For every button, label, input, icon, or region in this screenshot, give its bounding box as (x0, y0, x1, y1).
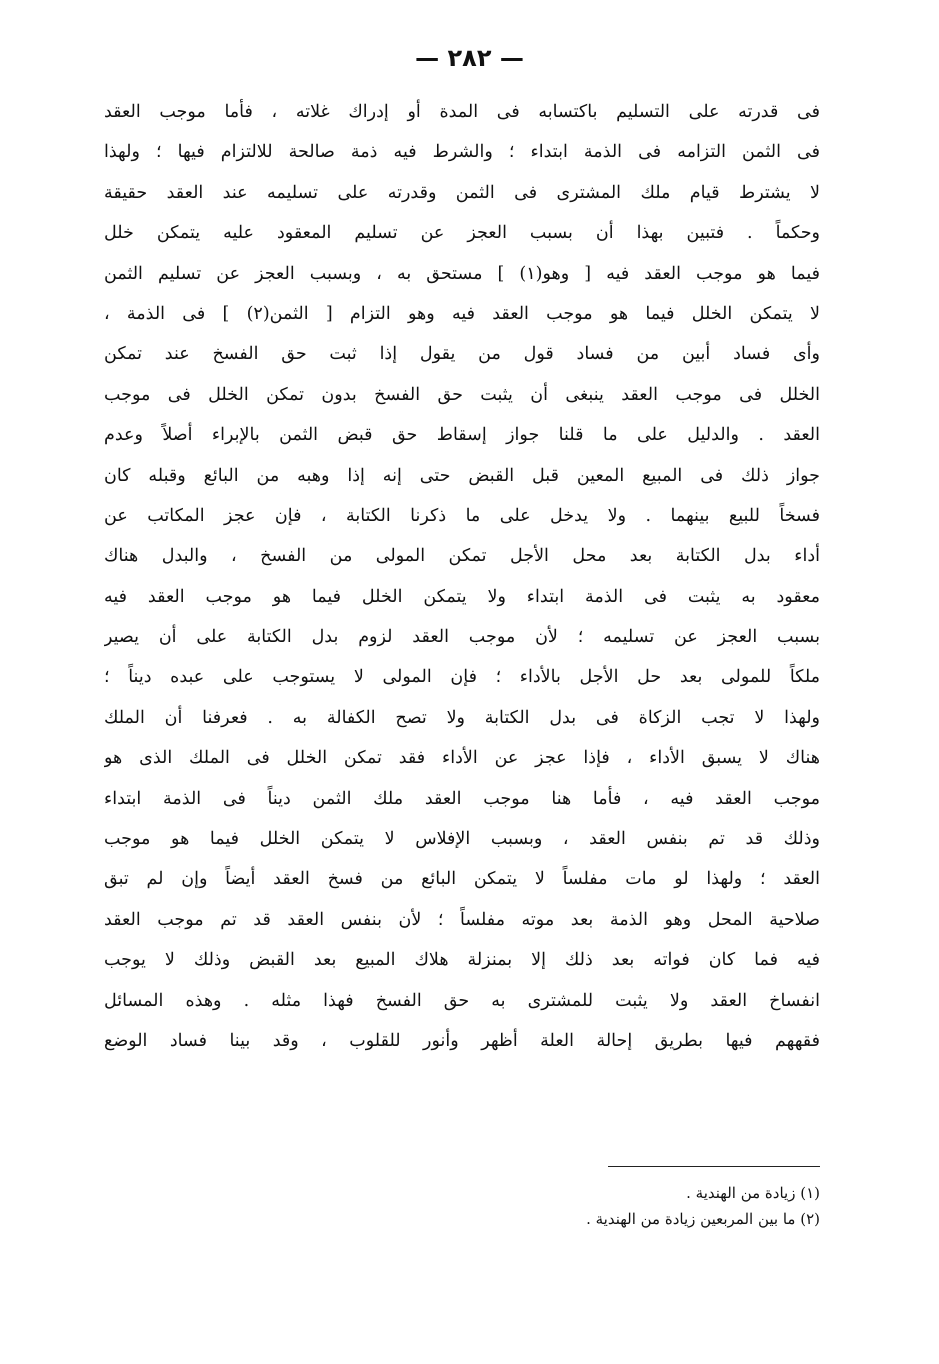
text-line: الخلل فى موجب العقد ينبغى أن يثبت حق الفسخ بدون تمكن الخلل فى موجب (104, 384, 820, 405)
page-number: — ٢٨٢ — (415, 44, 524, 72)
text-line: بسبب العجز عن تسليمه ؛ لأن موجب العقد لزوم بدل الكتابة على أن يصير (104, 627, 820, 648)
text-line: العقد ؛ ولهذا لو مات مفلساً لا يتمكن البائع من فسخ العقد أيضاً وإن لم تبق (104, 869, 820, 890)
footnote-divider (608, 1166, 820, 1167)
text-line: فقههم فيها بطريق إحالة العلة أظهر وأنور للقلوب ، وقد بينا فساد الوضع (104, 1030, 820, 1051)
footnote-2: (٢) ما بين المربعين زيادة من الهندية . (586, 1210, 820, 1228)
text-line: لا يشترط قيام ملك المشترى فى الثمن وقدرته على تسليمه عند العقد حقيقة (104, 182, 820, 203)
text-line: هناك لا يسبق الأداء ، فإذا عجز عن الأداء فقد تمكن الخلل فى الملك الذى هو (104, 748, 820, 769)
text-line: فى قدرته على التسليم باكتسابه فى المدة أو إدراك غلاته ، فأما موجب العقد (104, 102, 820, 122)
text-line: جواز ذلك فى المبيع المعين قبل القبض حتى إنه إذا وهبه من البائع وقبله كان (104, 465, 820, 486)
text-line: فسخاً للبيع بينهما . ولا يدخل على ما ذكرنا الكتابة ، فإن عجز المكاتب عن (104, 505, 820, 526)
text-line: صلاحية المحل وهو الذمة بعد موته مفلساً ؛ لأن بنفس العقد قد تم موجب العقد (104, 909, 820, 930)
text-line: وأى فساد أبين من فساد قول من يقول إذا ثبت حق الفسخ عند تمكن (104, 344, 820, 365)
body-text (104, 92, 820, 1061)
text-line: موجب العقد فيه ، فأما هنا موجب العقد ملك الثمن ديناً فى الذمة ابتداء (104, 788, 820, 809)
footnotes (300, 1180, 820, 1232)
text-line: وذلك قد تم بنفس العقد ، وبسبب الإفلاس لا يتمكن الخلل فيما هو موجب (104, 829, 820, 850)
text-line: فيه فما كان فواته بعد ذلك إلا بمنزلة هلاك المبيع بعد القبض وذلك لا يوجب (104, 950, 820, 971)
text-line: العقد . والدليل على ما قلنا جواز إسقاط حق قبض الثمن بالإبراء أصلاً وعدم (104, 425, 820, 446)
text-line: وحكماً . فتبين بهذا أن بسبب العجز عن تسليم المعقود عليه يتمكن خلل (104, 223, 820, 244)
text-line: أداء بدل الكتابة بعد محل الأجل تمكن المولى من الفسخ ، والبدل هناك (104, 546, 820, 567)
text-line: ولهذا لا تجب الزكاة فى بدل الكتابة ولا تصح الكفالة به . فعرفنا أن الملك (104, 707, 820, 728)
footnote-1: (١) زيادة من الهندية . (686, 1184, 820, 1202)
text-line: فى الثمن التزامه فى الذمة ابتداء ؛ والشرط فيه ذمة صالحة للالتزام فيها ؛ ولهذا (104, 142, 820, 163)
text-line: لا يتمكن الخلل فيما هو موجب العقد فيه وهو التزام [ الثمن(٢) ] فى الذمة ، (104, 303, 820, 324)
text-line: ملكاً للمولى بعد حل الأجل بالأداء ؛ فإن المولى لا يستوجب على عبده ديناً ؛ (104, 667, 820, 688)
text-line: فيما هو موجب العقد فيه [ وهو(١) ] مستحق به ، وبسبب العجز عن تسليم الثمن (104, 263, 820, 284)
text-line: معقود به يثبت فى الذمة ابتداء ولا يتمكن الخلل فيما هو موجب العقد فيه (104, 586, 820, 607)
text-line: انفساخ العقد ولا يثبت للمشترى به حق الفسخ فهذا مثله . وهذه المسائل (104, 990, 820, 1011)
